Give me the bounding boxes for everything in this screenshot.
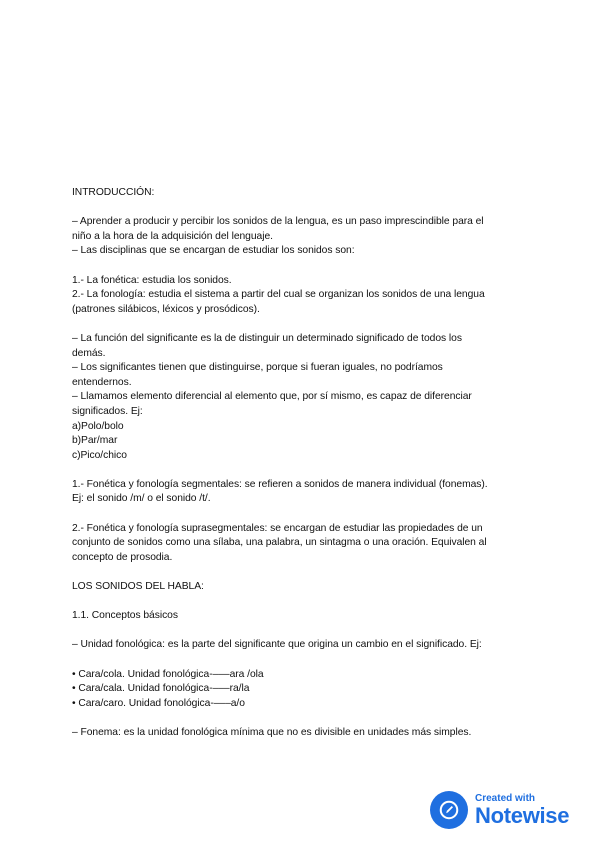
text-line: c)Pico/chico [72, 449, 127, 461]
text-line: 1.1. Conceptos básicos [72, 610, 178, 622]
text-line: – Llamamos elemento diferencial al elemento que, por sí mismo, es capaz de diferenciar [72, 391, 472, 403]
notewise-logo [430, 791, 468, 829]
watermark-brand: Notewise [475, 802, 570, 828]
text-line: significados. Ej: [72, 405, 143, 417]
text-line: conjunto de sonidos como una sílaba, una palabra, un sintagma o una oración. Equivalen al [72, 537, 487, 549]
text-line: niño a la hora de la adquisición del lenguaje. [72, 230, 273, 242]
pen-icon [438, 799, 460, 821]
text-line: – Las disciplinas que se encargan de estudiar los sonidos son: [72, 245, 355, 257]
blank-line [72, 317, 542, 332]
text-line: • Cara/cola. Unidad fonológica-–––ara /ola [72, 668, 264, 680]
blank-line [72, 624, 542, 639]
document-body [72, 186, 542, 741]
blank-line [72, 653, 542, 668]
text-line: – Fonema: es la unidad fonológica mínima que no es divisible en unidades más simples. [72, 726, 472, 738]
text-line: b)Par/mar [72, 435, 118, 447]
blank-line [72, 565, 542, 580]
text-line: entendernos. [72, 376, 132, 388]
text-line: • Cara/caro. Unidad fonológica-–––a/o [72, 697, 245, 709]
text-line: 1.- La fonética: estudia los sonidos. [72, 274, 232, 286]
blank-line [72, 259, 542, 274]
text-line: 2.- Fonética y fonología suprasegmentales: se encargan de estudiar las propiedades de un [72, 522, 483, 534]
text-line: – Aprender a producir y percibir los sonidos de la lengua, es un paso imprescindible para el [72, 216, 484, 228]
text-line: 2.- La fonología: estudia el sistema a partir del cual se organizan los sonidos de una lengua [72, 289, 485, 301]
blank-line [72, 201, 542, 216]
text-line: – La función del significante es la de distinguir un determinado significado de todos los [72, 332, 462, 344]
text-line: a)Polo/bolo [72, 420, 124, 432]
watermark-caption: Created with [475, 792, 536, 804]
text-line: (patrones silábicos, léxicos y prosódicos). [72, 303, 260, 315]
text-line: 1.- Fonética y fonología segmentales: se refieren a sonidos de manera individual (fonemas). [72, 478, 488, 490]
text-line: INTRODUCCIÓN: [72, 187, 155, 198]
blank-line [72, 711, 542, 726]
text-line: • Cara/cala. Unidad fonológica-–––ra/la [72, 683, 250, 695]
blank-line [72, 463, 542, 478]
text-line: – Unidad fonológica: es la parte del significante que origina un cambio en el significado. Ej: [72, 639, 482, 651]
text-line: concepto de prosodia. [72, 551, 173, 563]
text-line: LOS SONIDOS DEL HABLA: [72, 581, 204, 593]
blank-line [72, 595, 542, 610]
text-line: Ej: el sonido /m/ o el sonido /t/. [72, 493, 211, 505]
text-line: – Los significantes tienen que distinguirse, porque si fueran iguales, no podríamos [72, 362, 443, 374]
notewise-watermark [430, 788, 590, 832]
blank-line [72, 507, 542, 522]
text-line: demás. [72, 347, 106, 359]
